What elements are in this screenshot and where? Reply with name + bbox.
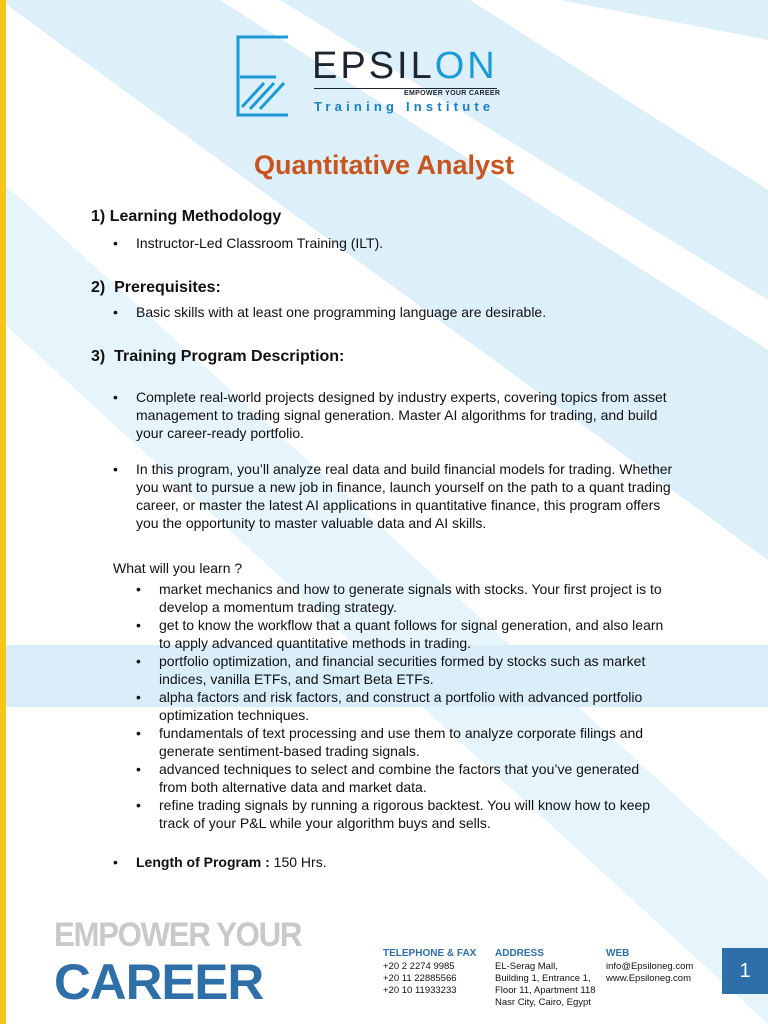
list-item: • Basic skills with at least one programming language are desirable. (113, 303, 693, 321)
footer-address-heading: ADDRESS (495, 948, 544, 959)
program-length (113, 853, 513, 871)
logo-subtitle: Training Institute (314, 99, 495, 114)
phone-line: +20 10 11933233 (383, 985, 457, 996)
footer-career-text: CAREER (54, 954, 264, 1010)
phone-line: +20 11 22885566 (383, 973, 457, 984)
website-link[interactable]: www.Epsiloneg.com (606, 973, 692, 984)
footer-web (606, 948, 693, 985)
program-length-value: 150 Hrs. (269, 854, 327, 870)
address-line: Building 1, Entrance 1, (495, 973, 591, 984)
list-item: • alpha factors and risk factors, and construct a portfolio with advanced portfolio optimization techniques. (136, 688, 671, 724)
epsilon-logo (234, 35, 504, 125)
list-item: • refine trading signals by running a rigorous backtest. You will know how to keep track of your P&L while your algorithm buys and sells. (136, 796, 671, 832)
footer-web-heading: WEB (606, 948, 630, 959)
address-line: Nasr City, Cairo, Egypt (495, 997, 591, 1008)
list-item: • In this program, you’ll analyze real data and build financial models for trading. Whether you want to pursue a new job in finance, launch yourself on the path to a quant trading career, or master the latest AI applications in quantitative finance, this program offers you the opportunity to master valuable data and AI skills. (113, 460, 683, 532)
description-list-1 (113, 388, 683, 442)
prerequisites-list (113, 303, 693, 321)
footer-empower-text: EMPOWER YOUR (54, 916, 302, 954)
address-line: Floor 11, Apartment 118 (495, 985, 596, 996)
logo-divider (314, 88, 497, 89)
logo-name: EPSILON (312, 45, 498, 87)
phone-line: +20 2 2274 9985 (383, 961, 455, 972)
methodology-list (113, 234, 673, 252)
list-item: • advanced techniques to select and combine the factors that you’ve generated from both alternative data and market data. (136, 760, 671, 796)
email-link[interactable]: info@Epsiloneg.com (606, 961, 694, 972)
list-item: • Instructor-Led Classroom Training (ILT). (113, 234, 673, 252)
description-list-2 (113, 460, 683, 532)
list-item: • Complete real-world projects designed by industry experts, covering topics from asset management to trading signal generation. Master AI algorithms for trading, and build your career-ready portfolio. (113, 388, 683, 442)
list-item: • market mechanics and how to generate signals with stocks. Your first project is to develop a momentum trading strategy. (136, 580, 671, 616)
list-item: • get to know the workflow that a quant follows for signal generation, and also learn to apply advanced quantitative methods in trading. (136, 616, 671, 652)
section-heading-prerequisites: 2) Prerequisites: (91, 279, 221, 296)
page-title: Quantitative Analyst (253, 150, 515, 180)
address-line: EL-Serag Mall, (495, 961, 558, 972)
epsilon-logo-mark-icon (234, 35, 290, 117)
list-item: • portfolio optimization, and financial securities formed by stocks such as market indices, vanilla ETFs, and Smart Beta ETFs. (136, 652, 671, 688)
footer-telephone-heading: TELEPHONE & FAX (383, 948, 477, 959)
logo-tagline: EMPOWER YOUR CAREER (404, 90, 501, 97)
section-heading-methodology: 1) Learning Methodology (91, 208, 282, 225)
length-list (113, 853, 513, 871)
footer-address (495, 948, 596, 1009)
learn-heading: What will you learn ? (113, 560, 243, 576)
list-item: • fundamentals of text processing and use them to analyze corporate filings and generate sentiment-based trading signals. (136, 724, 671, 760)
page-number-badge: 1 (722, 948, 768, 994)
footer-slogan (54, 918, 323, 1008)
learn-list (136, 580, 671, 832)
footer-telephone (383, 948, 476, 997)
program-length-label: Length of Program : (136, 854, 270, 870)
section-heading-description: 3) Training Program Description: (91, 348, 345, 365)
